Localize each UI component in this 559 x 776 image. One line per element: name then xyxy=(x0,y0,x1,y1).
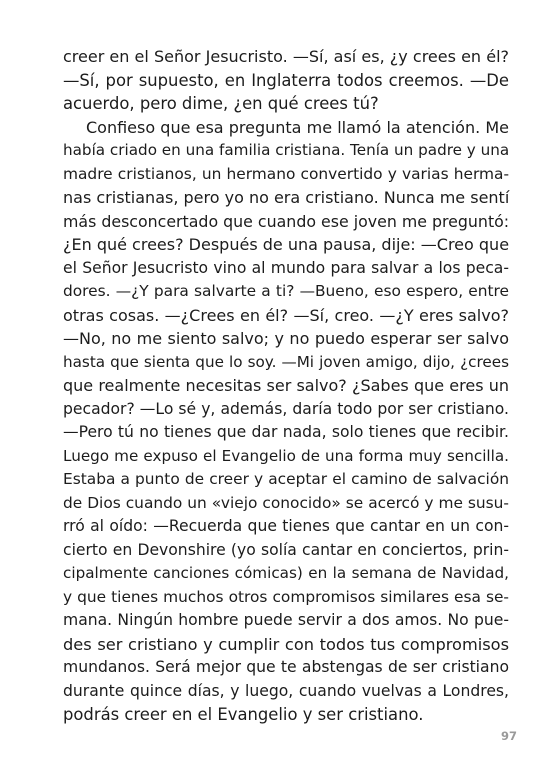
text-line: podrás creer en el Evangelio y ser cristiano. xyxy=(63,705,424,724)
text-line: pecador? —Lo sé y, además, daría todo por ser cristiano. xyxy=(63,399,509,418)
text-line: cipalmente canciones cómicas) en la semana de Navidad, xyxy=(63,564,509,582)
text-line: mundanos. Será mejor que te abstengas de ser cristiano xyxy=(63,658,509,676)
text-line: —Pero tú no tienes que dar nada, solo tienes que recibir. xyxy=(63,423,509,441)
text-line: de Dios cuando un «viejo conocido» se acercó y me susu- xyxy=(63,493,509,512)
text-line: más desconcertado que cuando ese joven me preguntó: xyxy=(63,211,510,231)
text-line: rró al oído: —Recuerda que tienes que cantar en un con- xyxy=(63,517,509,535)
text-line: el Señor Jesucristo vino al mundo para salvar a los peca- xyxy=(63,258,509,277)
text-line: y que tienes muchos otros compromisos similares esa se- xyxy=(63,587,509,606)
page-number: 97 xyxy=(500,729,517,743)
text-line: —Sí, por supuesto, en Inglaterra todos creemos. —De xyxy=(63,70,509,90)
text-line: des ser cristiano y cumplir con todos tus compromisos xyxy=(63,634,509,654)
text-line: Confieso que esa pregunta me llamó la atención. Me xyxy=(86,117,509,137)
text-line: madre cristianos, un hermano convertido y varias herma- xyxy=(63,164,509,183)
body-text xyxy=(63,45,509,727)
text-line: otras cosas. —¿Crees en él? —Sí, creo. —¿Y eres salvo? xyxy=(63,305,509,325)
text-line: Estaba a punto de creer y aceptar el camino de salvación xyxy=(63,470,509,488)
text-line: acuerdo, pero dime, ¿en qué crees tú? xyxy=(63,94,379,113)
text-line: había criado en una familia cristiana. Tenía un padre y una xyxy=(63,141,510,159)
text-line: que realmente necesitas ser salvo? ¿Sabes que eres un xyxy=(63,376,509,395)
text-line: cierto en Devonshire (yo solía cantar en conciertos, prin- xyxy=(63,540,509,559)
text-line: —No, no me siento salvo; y no puedo esperar ser salvo xyxy=(63,329,509,348)
text-line: ¿En qué crees? Después de una pausa, dije: —Creo que xyxy=(63,235,510,254)
text-line: hasta que sienta que lo soy. —Mi joven amigo, dijo, ¿crees xyxy=(63,352,509,371)
text-line: Luego me expuso el Evangelio de una forma muy sencilla. xyxy=(63,446,509,465)
text-line: nas cristianas, pero yo no era cristiano. Nunca me sentí xyxy=(63,188,510,207)
text-line: creer en el Señor Jesucristo. —Sí, así es, ¿y crees en él? xyxy=(63,47,509,66)
text-line: durante quince días, y luego, cuando vuelvas a Londres, xyxy=(63,681,509,700)
text-line: dores. —¿Y para salvarte a ti? —Bueno, eso espero, entre xyxy=(63,282,509,300)
text-line: mana. Ningún hombre puede servir a dos amos. No pue- xyxy=(63,611,509,629)
